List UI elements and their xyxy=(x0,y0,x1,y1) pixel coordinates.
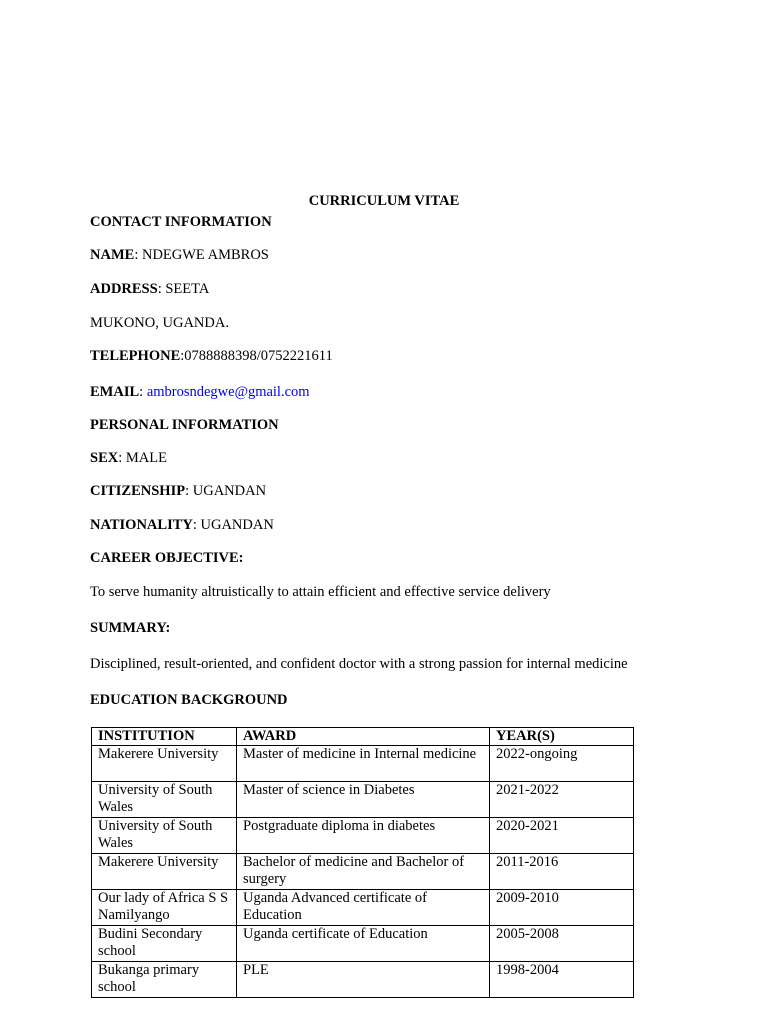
institution-cell: Budini Secondary school xyxy=(92,926,237,962)
sex-label: SEX xyxy=(90,450,119,466)
table-row xyxy=(92,746,634,782)
table-row xyxy=(92,854,634,890)
years-cell: 2021-2022 xyxy=(490,782,634,818)
nationality-label: NATIONALITY xyxy=(90,517,193,533)
award-cell: Uganda certificate of Education xyxy=(237,926,490,962)
award-cell: Master of medicine in Internal medicine xyxy=(237,746,490,782)
institution-cell: Makerere University xyxy=(92,854,237,890)
address-label: ADDRESS xyxy=(90,281,158,297)
email-link[interactable]: ambrosndegwe@gmail.com xyxy=(146,384,310,400)
award-cell: Bachelor of medicine and Bachelor of surgery xyxy=(237,854,490,890)
sex-value: : MALE xyxy=(118,450,167,466)
table-row xyxy=(92,782,634,818)
table-row xyxy=(92,962,634,998)
address-line xyxy=(90,281,209,298)
institution-cell: University of South Wales xyxy=(92,818,237,854)
summary-heading: SUMMARY: xyxy=(90,620,171,636)
name-line xyxy=(90,247,269,264)
nationality-line xyxy=(90,517,274,534)
institution-cell: Bukanga primary school xyxy=(92,962,237,998)
column-header-award: AWARD xyxy=(237,728,490,746)
award-cell: Master of science in Diabetes xyxy=(237,782,490,818)
citizenship-line xyxy=(90,483,266,500)
citizenship-label: CITIZENSHIP xyxy=(90,483,186,499)
award-cell: Postgraduate diploma in diabetes xyxy=(237,818,490,854)
column-header-institution: INSTITUTION xyxy=(92,728,237,746)
years-cell: 2005-2008 xyxy=(490,926,634,962)
years-cell: 2020-2021 xyxy=(490,818,634,854)
column-header-years: YEAR(S) xyxy=(490,728,634,746)
institution-cell: University of South Wales xyxy=(92,782,237,818)
document-title: CURRICULUM VITAE xyxy=(308,193,460,209)
institution-cell: Makerere University xyxy=(92,746,237,782)
career-text: To serve humanity altruistically to attain efficient and effective service delivery xyxy=(90,584,551,600)
telephone-line xyxy=(90,348,333,365)
name-value: : NDEGWE AMBROS xyxy=(134,247,269,263)
sex-line xyxy=(90,450,167,467)
table-row xyxy=(92,926,634,962)
email-line xyxy=(90,384,310,401)
table-row xyxy=(92,890,634,926)
contact-heading: CONTACT INFORMATION xyxy=(90,214,272,230)
name-label: NAME xyxy=(90,247,135,263)
telephone-label: TELEPHONE xyxy=(90,348,181,364)
nationality-value: : UGANDAN xyxy=(192,517,274,533)
award-cell: Uganda Advanced certificate of Education xyxy=(237,890,490,926)
personal-heading: PERSONAL INFORMATION xyxy=(90,417,279,433)
telephone-value: :0788888398/0752221611 xyxy=(180,348,333,364)
email-label: EMAIL xyxy=(90,384,140,400)
education-table-header xyxy=(92,728,634,746)
education-heading: EDUCATION BACKGROUND xyxy=(90,692,288,708)
years-cell: 1998-2004 xyxy=(490,962,634,998)
citizenship-value: : UGANDAN xyxy=(185,483,267,499)
address-line-2: MUKONO, UGANDA. xyxy=(90,315,229,331)
years-cell: 2011-2016 xyxy=(490,854,634,890)
education-table xyxy=(91,727,634,998)
address-value: : SEETA xyxy=(157,281,210,297)
summary-text: Disciplined, result-oriented, and confident doctor with a strong passion for internal medicine xyxy=(90,656,628,672)
table-row xyxy=(92,818,634,854)
institution-cell: Our lady of Africa S S Namilyango xyxy=(92,890,237,926)
award-cell: PLE xyxy=(237,962,490,998)
email-separator: : xyxy=(139,384,147,400)
years-cell: 2022-ongoing xyxy=(490,746,634,782)
years-cell: 2009-2010 xyxy=(490,890,634,926)
career-heading: CAREER OBJECTIVE: xyxy=(90,550,244,566)
